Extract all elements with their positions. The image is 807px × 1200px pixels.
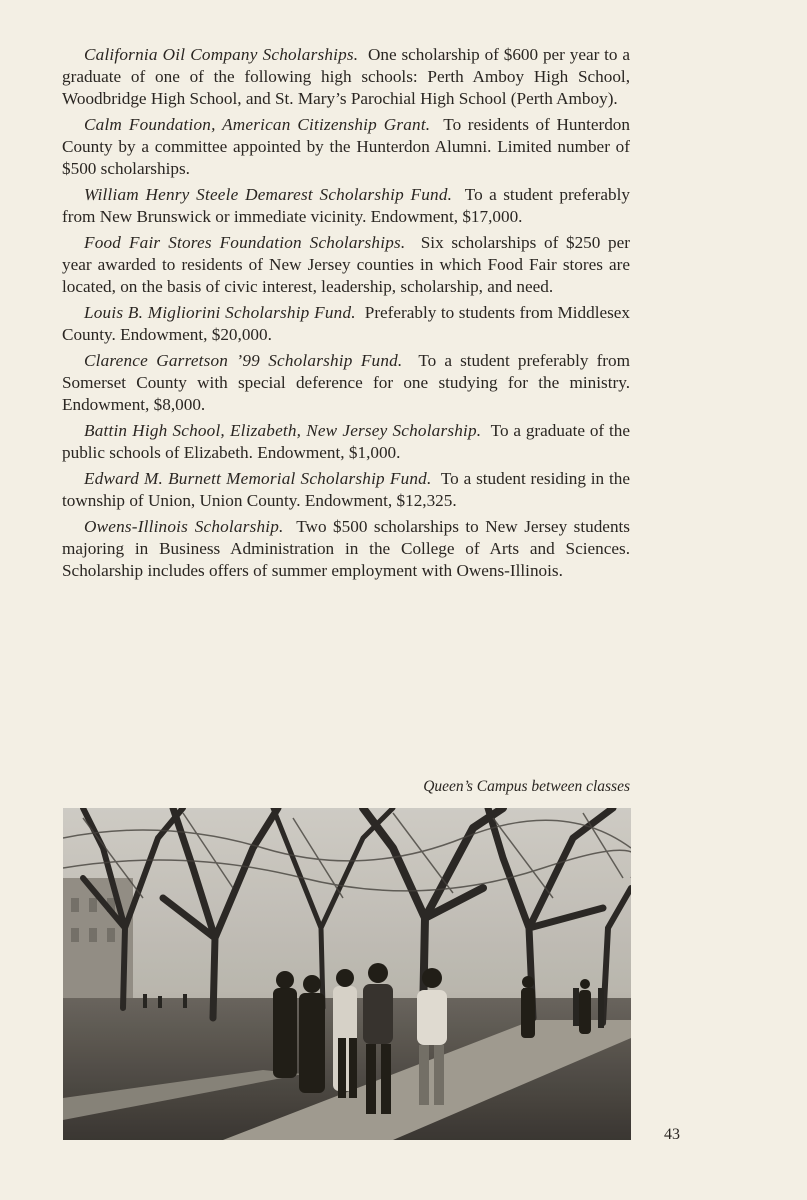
- scholarship-entry: [62, 184, 630, 228]
- scholarship-description: To a student preferably from Somerset County with special deference for one studying for the ministry. Endowment, $8,000.: [62, 351, 630, 414]
- scholarship-title: Calm Foundation, American Citizenship Grant.: [84, 115, 431, 134]
- scholarship-title: Edward M. Burnett Memorial Scholarship Fund.: [84, 469, 432, 488]
- scholarship-entry: [62, 420, 630, 464]
- scholarship-entry: [62, 114, 630, 180]
- scholarship-title: Clarence Garretson ’99 Scholarship Fund.: [84, 351, 403, 370]
- scholarship-description: To a graduate of the public schools of Elizabeth. Endowment, $1,000.: [62, 421, 630, 462]
- scholarship-description: To a student residing in the township of Union, Union County. Endowment, $12,325.: [62, 469, 630, 510]
- scholarship-entry: [62, 44, 630, 110]
- scholarship-entry: [62, 350, 630, 416]
- scholarship-entry: [62, 232, 630, 298]
- scholarship-title: Battin High School, Elizabeth, New Jersey Scholarship.: [84, 421, 482, 440]
- scholarship-entry: [62, 468, 630, 512]
- scholarship-description: To residents of Hunterdon County by a committee appointed by the Hunterdon Alumni. Limited number of $500 scholarships.: [62, 115, 630, 178]
- scholarship-description: Two $500 scholarships to New Jersey students majoring in Business Administration in the College of Arts and Sciences. Scholarship includes offers of summer employment with Owens-Illinois.: [62, 517, 630, 580]
- photo-caption: Queen’s Campus between classes: [423, 778, 630, 795]
- page-number: 43: [664, 1126, 680, 1143]
- scholarship-title: Louis B. Migliorini Scholarship Fund.: [84, 303, 356, 322]
- scholarship-title: Owens-Illinois Scholarship.: [84, 517, 284, 536]
- scholarship-entry: [62, 516, 630, 582]
- scholarship-title: William Henry Steele Demarest Scholarship Fund.: [84, 185, 453, 204]
- campus-photo: [63, 808, 631, 1140]
- scholarship-title: California Oil Company Scholarships.: [84, 45, 359, 64]
- scholarship-description: Preferably to students from Middlesex County. Endowment, $20,000.: [62, 303, 631, 344]
- scholarship-title: Food Fair Stores Foundation Scholarships.: [84, 233, 406, 252]
- scholarship-description: One scholarship of $600 per year to a graduate of one of the following high schools: Perth Amboy High School, Woodbridge High School, and St. Mary’s Parochial High School (Perth Amboy).: [62, 45, 630, 108]
- scholarship-list: [62, 44, 630, 586]
- scholarship-description: Six scholarships of $250 per year awarded to residents of New Jersey counties in which Food Fair stores are located, on the basis of civic interest, leadership, scholarship, and need.: [62, 233, 630, 296]
- scholarship-description: To a student preferably from New Brunswick or immediate vicinity. Endowment, $17,000.: [62, 185, 630, 226]
- scholarship-entry: [62, 302, 630, 346]
